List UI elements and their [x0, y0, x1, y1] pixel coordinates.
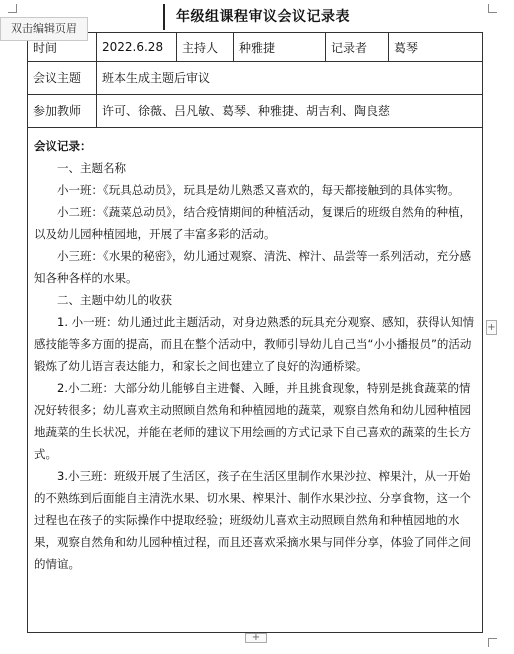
notes-line: 二、主题中幼儿的收获 — [57, 293, 172, 307]
theme-value[interactable]: 班本生成主题后审议 — [102, 71, 211, 85]
info-row — [28, 33, 482, 62]
add-row-handle[interactable]: + — [245, 633, 267, 643]
notes-line: 1. 小一班：幼儿通过此主题活动，对身边熟悉的玩具充分观察、感知，获得认知情感技能等多方面的提高，而且在整个活动中，教师引导幼儿自己当“小小播报员”的活动锻炼了幼儿语言表达能力，和家长之间也建立了良好的沟通桥梁。 — [34, 315, 475, 373]
record-table — [27, 32, 483, 633]
crop-mark-top-right — [488, 4, 497, 13]
meeting-notes[interactable] — [28, 127, 482, 632]
host-value[interactable]: 种雅捷 — [234, 33, 326, 61]
edit-header-button[interactable]: 双击编辑页眉 — [0, 17, 88, 41]
text-cursor — [163, 4, 165, 30]
recorder-value[interactable]: 葛琴 — [394, 40, 419, 55]
document-title: 年级组课程审议会议记录表 — [176, 9, 350, 25]
notes-line: 3.小三班：班级开展了生活区，孩子在生活区里制作水果沙拉、榨果汁，从一开始的不熟练到后面能自主清洗水果、切水果、榨果汁、制作水果沙拉、分享食物，这一个过程也在孩子的实际操作中提取经验；班级幼儿喜欢主动照顾自然角和种植园地的水果，观察自然角和幼儿园种植过程，而且还喜欢采摘水果与同伴分享，体验了同伴之间的情谊。 — [34, 469, 471, 571]
time-value[interactable]: 2022.6.28 — [97, 33, 177, 61]
add-column-handle[interactable]: + — [487, 322, 496, 333]
notes-line: 2.小二班：大部分幼儿能够自主进餐、入睡，并且挑食现象，特别是挑食蔬菜的情况好转很多；幼儿喜欢主动照顾自然角和种植园地的蔬菜，观察自然角和幼儿园种植园地蔬菜的生长状况，并能在老师的建议下用绘画的方式记录下自己喜欢的蔬菜的生长方式。 — [34, 381, 471, 461]
notes-line: 小一班：《玩具总动员》，玩具是幼儿熟悉又喜欢的，每天都接触到的具体实物。 — [57, 183, 460, 197]
crop-mark-top-left — [8, 4, 17, 13]
theme-row — [28, 61, 482, 95]
notes-line: 小二班：《蔬菜总动员》，结合疫情期间的种植活动，复课后的班级自然角的种植，以及幼儿园种植园地，开展了丰富多彩的活动。 — [34, 205, 471, 241]
recorder-label: 记录者 — [326, 33, 389, 61]
theme-label: 会议主题 — [28, 61, 97, 94]
notes-line: 一、主题名称 — [57, 161, 126, 175]
teachers-label: 参加教师 — [28, 94, 97, 127]
host-label: 主持人 — [177, 33, 234, 61]
time-label: 时间 — [28, 33, 97, 61]
teachers-value[interactable]: 许可、徐薇、吕凡敏、葛琴、种雅捷、胡吉利、陶良慈 — [102, 104, 391, 118]
teachers-row — [28, 94, 482, 128]
notes-line: 小三班：《水果的秘密》，幼儿通过观察、清洗、榨汁、品尝等一系列活动，充分感知各种各样的水果。 — [34, 249, 471, 285]
notes-heading: 会议记录： — [34, 139, 92, 153]
crop-mark-bottom-right — [488, 638, 497, 647]
